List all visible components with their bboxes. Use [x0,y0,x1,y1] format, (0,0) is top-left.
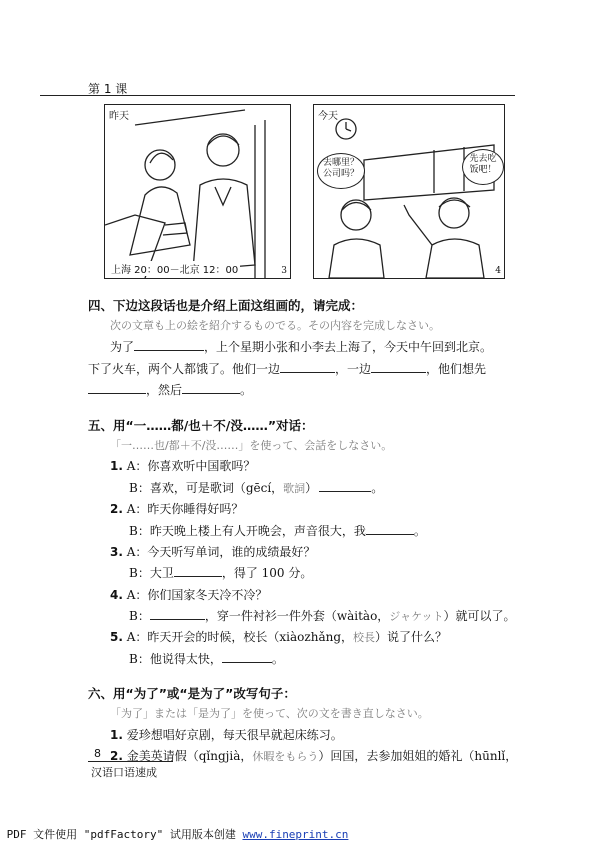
section4-line3: ，然后 。 [88,381,252,398]
dialog-3-a: 3. A：今天听写单词，谁的成绩最好？ [110,545,316,559]
answer-blank[interactable] [174,565,222,577]
lesson-title: 第 1 课 [88,82,128,96]
panel-number: 4 [495,266,501,276]
answer-blank[interactable] [150,608,205,620]
panel-number: 3 [281,266,287,276]
rewrite-item-2: 2. 金美英请假（qǐngjià，休暇をもらう）回国，去参加姐姐的婚礼（hūnlǐ， [110,749,518,763]
answer-blank[interactable] [134,339,204,351]
dialog-2-b: B：昨天晚上楼上有人开晚会，声音很大，我 。 [129,524,426,538]
dialog-5-a: 5. A：昨天开会的时候，校长（xiàozhǎng，校長）说了什么？ [110,630,448,644]
illustration-panel-today [313,104,505,279]
section5-instruction-jp: 「一……也/都＋不/没……」を使って、会話をしなさい。 [110,439,393,452]
section4-instruction-jp: 次の文章も上の絵を紹介するものでる。その内容を完成しなさい。 [110,319,440,332]
page-number: 8 [94,747,101,760]
dialog-4-b: B： ，穿一件衬衫一件外套（wàitào，ジャケット）就可以了。 [129,609,516,623]
train-timetable-caption: 上海 20：00－北京 12：00 [109,261,240,276]
footer-link[interactable]: www.fineprint.cn [242,828,349,841]
dialog-1-b: B：喜欢，可是歌词（gēcí，歌詞） 。 [129,481,384,495]
speech-bubble-left: 去哪里？ 公司吗？ [317,153,365,189]
section4-line1: 为了 ，上个星期小张和小李去上海了，今天中午回到北京。 [110,340,493,354]
answer-blank[interactable] [182,382,240,394]
train-scene-drawing [105,105,290,278]
section4-title: 四、下边这段话也是介绍上面这组画的，请完成： [88,298,364,313]
rewrite-item-1: 1. 爱珍想唱好京剧，每天很早就起床练习。 [110,728,343,742]
header-rule [40,95,515,96]
speech-bubble-right: 先去吃 饭吧！ [462,149,504,185]
dialog-2-a: 2. A：昨天你睡得好吗？ [110,502,244,516]
answer-blank[interactable] [319,480,371,492]
section5-title: 五、用“一……都/也＋不/没……”对话： [88,418,314,433]
section4-line2: 下了火车，两个人都饿了。他们一边 ，一边 ，他们想先 [88,362,487,376]
panel-label-yesterday: 昨天 [109,111,129,122]
dialog-4-a: 4. A：你们国家冬天冷不冷？ [110,588,268,602]
dialog-5-b: B：他说得太快， 。 [129,652,284,666]
answer-blank[interactable] [371,361,426,373]
book-title: 汉语口语速成 [91,766,157,779]
answer-blank[interactable] [222,651,272,663]
footer-rule [88,761,173,762]
pdf-footer [0,826,600,842]
answer-blank[interactable] [280,361,335,373]
section6-title: 六、用“为了”或“是为了”改写句子： [88,686,296,701]
footer-text: PDF 文件使用 "pdfFactory" 试用版本创建 [6,828,243,841]
answer-blank[interactable] [88,382,146,394]
illustration-panel-yesterday [104,104,291,279]
dialog-3-b: B：大卫 ，得了 100 分。 [129,566,313,580]
panel-label-today: 今天 [318,111,338,122]
answer-blank[interactable] [366,523,414,535]
dialog-1-a: 1. A：你喜欢听中国歌吗？ [110,459,256,473]
station-scene-drawing [314,105,504,278]
section6-instruction-jp: 「为了」または「是为了」を使って、次の文を書き直しなさい。 [110,707,429,720]
